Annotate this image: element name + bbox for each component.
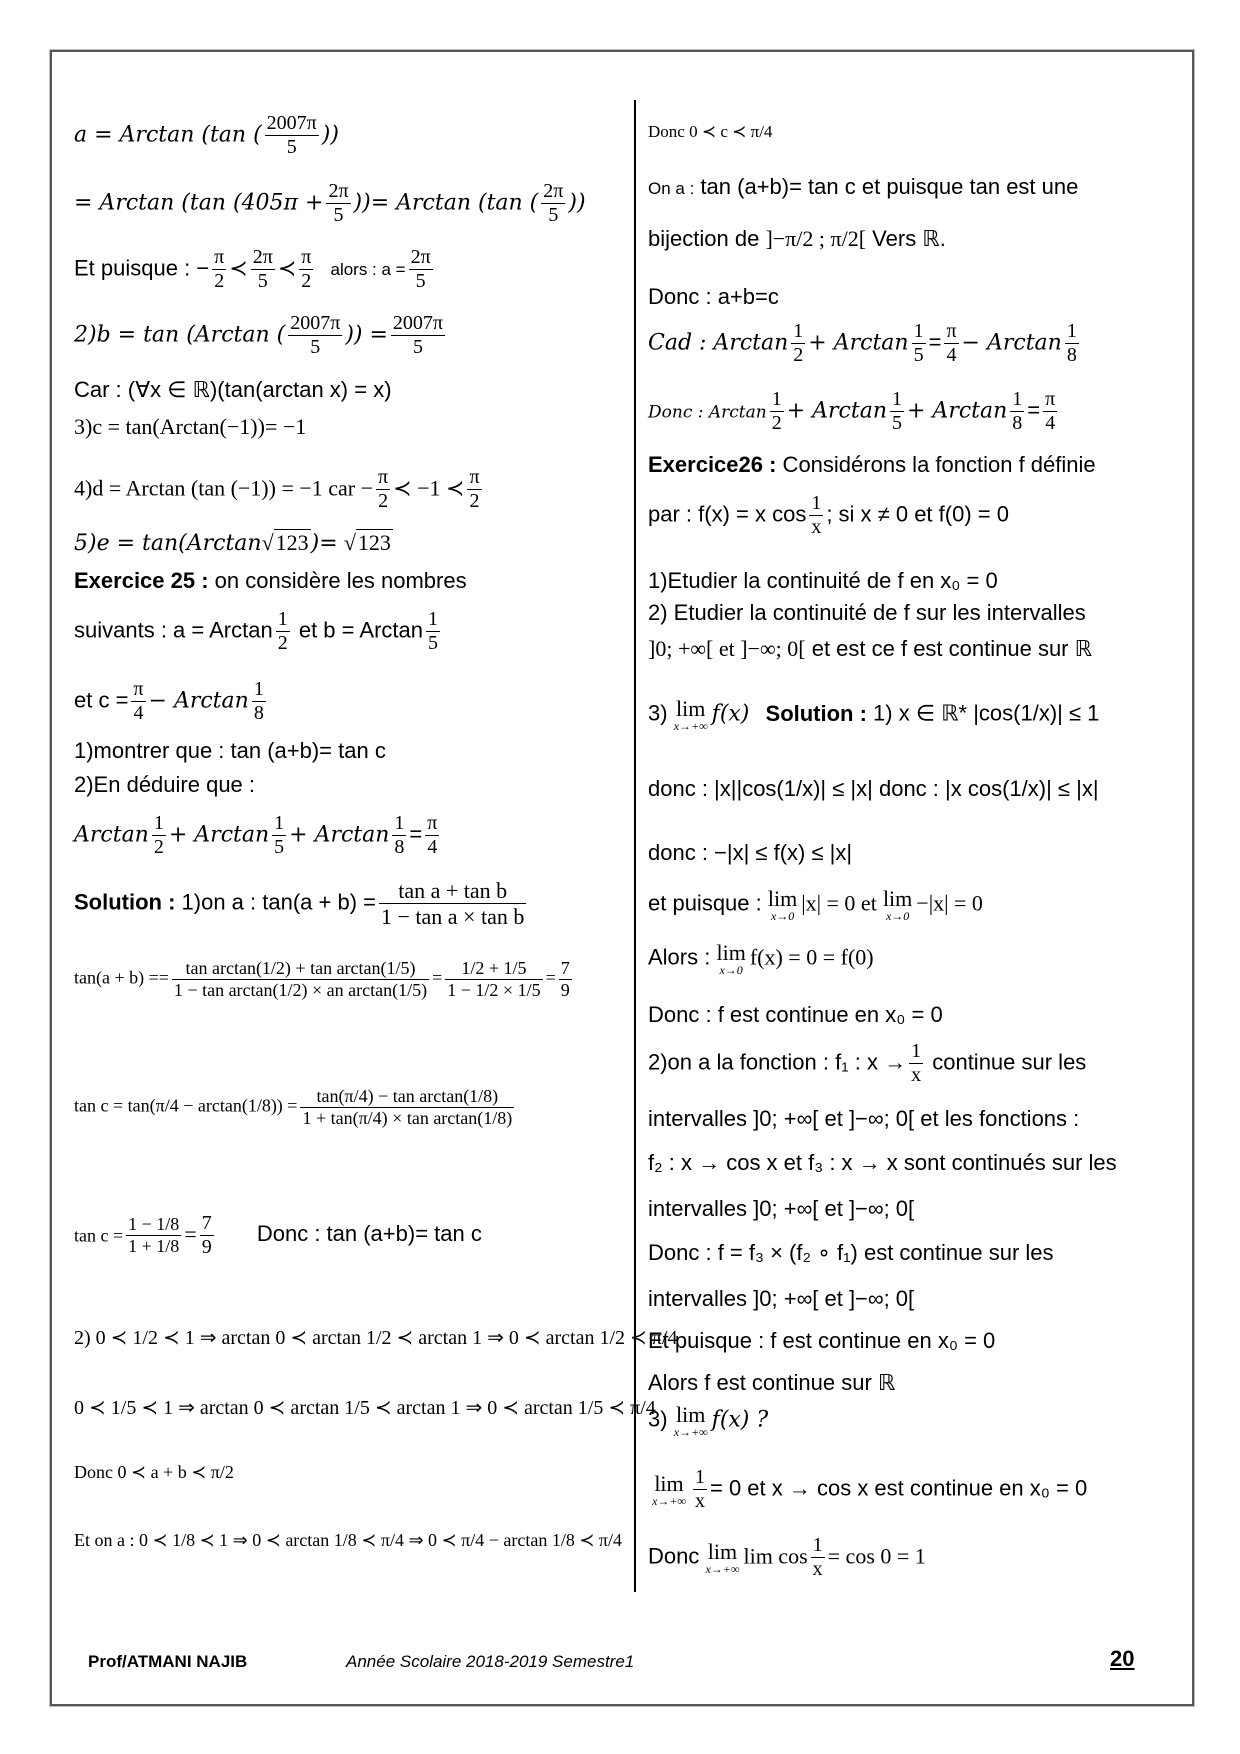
frac-num: 7 bbox=[201, 1212, 212, 1234]
frac-num: π bbox=[301, 246, 312, 268]
right-line-28 bbox=[648, 1534, 926, 1581]
frac-den: 4 bbox=[427, 836, 438, 858]
frac-den: x bbox=[812, 1558, 823, 1580]
part2-line-3: Donc 0 ≺ a + b ≺ π/2 bbox=[74, 1462, 234, 1482]
right-line-13: donc : |x||cos(1/x)| ≤ |x| donc : |x cos(1/x)| ≤ |x| bbox=[648, 776, 1099, 801]
right-line-26 bbox=[648, 1402, 768, 1440]
plus-arctan-3: + Arctan bbox=[907, 398, 1008, 424]
lim-zero-2 bbox=[883, 886, 912, 924]
frac-pi-4-b bbox=[425, 812, 439, 859]
plus-arctan: + Arctan bbox=[808, 330, 909, 356]
eq-e: 5)e = tan(Arctan bbox=[74, 531, 262, 556]
frac-num: 1 bbox=[694, 1466, 705, 1488]
lim-sub: x→+∞ bbox=[705, 1562, 740, 1576]
frac-num: 1 bbox=[394, 812, 405, 834]
frac-num: π bbox=[214, 246, 225, 268]
eq-a-start: a = Arctan (tan ( bbox=[74, 122, 262, 148]
frac-pi-2-b bbox=[299, 246, 313, 293]
left-line-6: 3)c = tan(Arctan(−1))= −1 bbox=[74, 414, 307, 439]
frac-2pi-5-d bbox=[409, 246, 433, 293]
frac-1-8-c bbox=[1065, 320, 1079, 367]
frac-num: tan a + tan b bbox=[379, 878, 526, 904]
frac-den: x bbox=[811, 516, 822, 538]
right-line-10: 2) Etudier la continuité de f sur les intervalles bbox=[648, 600, 1086, 625]
frac-num: 1 bbox=[793, 320, 804, 342]
lim-sub: x→0 bbox=[770, 909, 795, 924]
frac-1-x-b bbox=[909, 1040, 923, 1087]
lim-infinity bbox=[674, 696, 708, 734]
interval-pi: ]−π/2 ; π/2[ bbox=[765, 226, 867, 251]
frac-1-x-c bbox=[693, 1466, 707, 1513]
right-line-25: Alors f est continue sur ℝ bbox=[648, 1370, 896, 1395]
text-donc-final: Donc bbox=[648, 1543, 700, 1569]
eq-line2-b: ))= Arctan (tan ( bbox=[353, 190, 539, 216]
frac-1-5-d bbox=[890, 388, 904, 435]
frac-den: 2 bbox=[301, 270, 312, 292]
frac-num: 2π bbox=[410, 246, 431, 268]
eq-b-start: 2)b = tan (Arctan ( bbox=[74, 322, 286, 348]
right-line-21: intervalles ]0; +∞[ et ]−∞; 0[ bbox=[648, 1196, 915, 1221]
exercise-26-heading bbox=[648, 452, 1096, 478]
right-line-8 bbox=[648, 492, 1009, 539]
frac-num: 1 bbox=[277, 608, 288, 630]
lim-text: lim bbox=[676, 1402, 706, 1427]
left-line-14 bbox=[74, 812, 442, 859]
solution-title: Solution : bbox=[74, 889, 176, 915]
eq-e-eq: )= bbox=[310, 531, 338, 556]
exercise-25-title: Exercice 25 : bbox=[74, 568, 209, 593]
frac-num: 1 bbox=[892, 388, 902, 410]
left-line-2 bbox=[74, 180, 586, 227]
right-line-6 bbox=[648, 388, 1060, 435]
fx: f(x) bbox=[711, 701, 750, 727]
frac-1-x bbox=[809, 492, 823, 539]
text-continue: continue sur les bbox=[926, 1049, 1087, 1075]
frac-num: π bbox=[378, 466, 389, 488]
lim-text: lim bbox=[676, 696, 706, 721]
right-line-15 bbox=[648, 886, 983, 924]
right-line-11 bbox=[648, 636, 1092, 662]
frac-tan-sum bbox=[379, 878, 526, 930]
q3-label-2: 3) bbox=[648, 1406, 668, 1432]
frac-tan-arctan bbox=[172, 958, 429, 1000]
eq-d: 4)d = Arctan (tan (−1)) = −1 car − bbox=[74, 475, 374, 501]
equals: = bbox=[432, 967, 443, 988]
formula-lhs: tan c = bbox=[74, 1225, 124, 1246]
frac-den: 4 bbox=[1045, 412, 1056, 434]
part2-line-2: 0 ≺ 1/5 ≺ 1 ⇒ arctan 0 ≺ arctan 1/5 ≺ arctan 1 ⇒ 0 ≺ arctan 1/5 ≺ π/4 bbox=[74, 1397, 656, 1419]
frac-1-2-b bbox=[152, 812, 166, 859]
footer-author: Prof/ATMANI NAJIB bbox=[88, 1652, 248, 1671]
fx-definition: par : f(x) = x cos bbox=[648, 501, 807, 527]
frac-num: tan arctan(1/2) + tan arctan(1/5) bbox=[172, 958, 429, 980]
frac-den: 9 bbox=[560, 979, 570, 1000]
lim-sub: x→+∞ bbox=[673, 719, 708, 734]
f1-def: 2)on a la fonction : f₁ : x → bbox=[648, 1049, 907, 1075]
prec-symbol-2: ≺ bbox=[277, 255, 297, 281]
prec-symbol: ≺ bbox=[229, 255, 248, 281]
right-line-9: 1)Etudier la continuité de f en x₀ = 0 bbox=[648, 568, 998, 593]
frac-num: 7 bbox=[560, 958, 570, 978]
plus-arctan-2: + Arctan bbox=[786, 398, 887, 424]
lim-sub: x→0 bbox=[719, 963, 743, 978]
right-line-22: Donc : f = f₃ × (f₂ ∘ f₁) est continue sur les bbox=[648, 1240, 1054, 1265]
text-minus-arctan: − Arctan bbox=[148, 688, 249, 714]
lim-infinity-2 bbox=[674, 1402, 708, 1440]
right-line-5 bbox=[648, 320, 1082, 367]
frac-1-2-c bbox=[791, 320, 805, 367]
right-line-23: intervalles ]0; +∞[ et ]−∞; 0[ bbox=[648, 1286, 915, 1311]
column-divider bbox=[634, 100, 636, 1592]
frac-1-8-b bbox=[392, 812, 406, 859]
frac-num: π bbox=[469, 466, 480, 488]
text-et-puisque: Et puisque : − bbox=[74, 255, 210, 281]
frac-1-2 bbox=[276, 608, 290, 655]
formula-lhs: tan c = tan(π/4 − arctan(1/8)) = bbox=[74, 1095, 298, 1116]
part2-line-4: Et on a : 0 ≺ 1/8 ≺ 1 ⇒ 0 ≺ arctan 1/8 ≺ π/4 ⇒ 0 ≺ π/4 − arctan 1/8 ≺ π/4 bbox=[74, 1530, 622, 1550]
frac-num: 1 bbox=[1066, 320, 1077, 342]
eq-a-end: )) bbox=[321, 122, 339, 148]
right-line-20: f₂ : x → cos x et f₃ : x → x sont continués sur les bbox=[648, 1150, 1117, 1175]
frac-num: 2007π bbox=[266, 112, 317, 134]
frac-1-8-d bbox=[1010, 388, 1024, 435]
frac-den: 8 bbox=[394, 836, 405, 858]
lim-fx: f(x) = 0 = f(0) bbox=[749, 944, 874, 970]
lim-zero bbox=[768, 886, 797, 924]
left-line-4 bbox=[74, 312, 448, 359]
frac-num: π bbox=[427, 812, 438, 834]
frac-tan-c bbox=[300, 1086, 514, 1128]
left-line-5: Car : (∀x ∈ ℝ)(tan(arctan x) = x) bbox=[74, 377, 392, 402]
frac-num: 1 bbox=[1012, 388, 1023, 410]
frac-pi-2 bbox=[212, 246, 226, 293]
part2-line-1: 2) 0 ≺ 1/2 ≺ 1 ⇒ arctan 0 ≺ arctan 1/2 ≺ arctan 1 ⇒ 0 ≺ arctan 1/2 ≺ π/4 bbox=[74, 1327, 678, 1349]
frac-7-9 bbox=[559, 958, 572, 1000]
exercise-25-heading bbox=[74, 568, 467, 594]
lim-text: lim bbox=[767, 886, 798, 911]
arctan-1: Arctan bbox=[74, 822, 149, 848]
text-vers-r: Vers ℝ. bbox=[866, 226, 946, 251]
frac-num: 1 bbox=[911, 1040, 922, 1062]
frac-den: 8 bbox=[1012, 412, 1023, 434]
frac-1-8 bbox=[252, 678, 266, 725]
frac-1-2-d bbox=[770, 388, 784, 435]
frac-den: 1 + 1/8 bbox=[128, 1236, 180, 1256]
frac-den: 5 bbox=[913, 344, 924, 366]
text-continue-2: = 0 et x → cos x est continue en x₀ = 0 bbox=[709, 1475, 1088, 1501]
left-line-3 bbox=[74, 246, 436, 293]
frac-den: 2 bbox=[277, 632, 288, 654]
frac-7-9-b bbox=[200, 1212, 214, 1259]
lim-abs-x: |x| = 0 et bbox=[801, 890, 877, 916]
frac-1-5 bbox=[426, 608, 440, 655]
frac-num: 1 bbox=[771, 388, 782, 410]
right-line-16 bbox=[648, 940, 874, 978]
frac-num: 2π bbox=[328, 180, 349, 202]
donc-arctan: Donc : Arctan bbox=[648, 402, 767, 423]
right-line-4: Donc : a+b=c bbox=[648, 284, 779, 309]
lim-cos: lim cos bbox=[743, 1543, 808, 1569]
text-on-a: On a : bbox=[648, 179, 695, 198]
arctan-3: + Arctan bbox=[289, 822, 390, 848]
frac-den: 2 bbox=[771, 412, 782, 434]
frac-den: 1 + tan(π/4) × tan arctan(1/8) bbox=[302, 1107, 513, 1128]
lim-infinity-4 bbox=[705, 1539, 739, 1577]
lim-zero-3 bbox=[716, 940, 745, 978]
lim-sub: x→+∞ bbox=[673, 1425, 708, 1440]
frac-den: 2 bbox=[469, 490, 480, 512]
frac-den: 1 − tan a × tan b bbox=[381, 904, 525, 930]
text-tan-bijection: tan (a+b)= tan c et puisque tan est une bbox=[694, 174, 1079, 199]
equals-2: = bbox=[1027, 397, 1041, 423]
formula-tan-c-value: tan c = $\frac{1 - 1/8}{1 + 1/8}$ = $\frac{7}{9}$ Donc : tan (a+b)= tan c bbox=[74, 1212, 482, 1258]
frac-den: 5 bbox=[286, 136, 297, 158]
frac-tan-c-value bbox=[126, 1214, 181, 1256]
frac-num: 1/2 + 1/5 bbox=[445, 958, 542, 980]
right-line-2 bbox=[648, 174, 1078, 200]
frac-simplified bbox=[445, 958, 542, 1000]
q3-label: 3) bbox=[648, 700, 668, 726]
solution-text-2: 1) x ∈ ℝ* |cos(1/x)| ≤ 1 bbox=[866, 700, 1100, 726]
sqrt-123: 123 bbox=[275, 530, 309, 555]
lim-cos-result: = cos 0 = 1 bbox=[827, 1543, 926, 1569]
frac-num: 1 bbox=[153, 812, 164, 834]
frac-num: 2007π bbox=[392, 312, 444, 334]
frac-num: π bbox=[946, 320, 957, 342]
frac-pi-2-d bbox=[467, 466, 481, 513]
frac-num: 1 bbox=[811, 492, 822, 514]
footer-year: Année Scolaire 2018-2019 Semestre1 bbox=[346, 1652, 635, 1671]
frac-num: tan(π/4) − tan arctan(1/8) bbox=[300, 1086, 514, 1108]
left-line-1 bbox=[74, 112, 339, 159]
solution-text: 1)on a : tan(a + b) = bbox=[175, 889, 376, 915]
exercise-26-title: Exercice26 : bbox=[648, 452, 777, 477]
formula-tan-c bbox=[74, 1086, 517, 1128]
frac-den: 1 − 1/2 × 1/5 bbox=[447, 979, 541, 1000]
lim-text: lim bbox=[716, 940, 746, 965]
frac-den: x bbox=[911, 1064, 922, 1086]
question-1: 1)montrer que : tan (a+b)= tan c bbox=[74, 738, 386, 763]
text-et-puisque-2: et puisque : bbox=[648, 890, 762, 916]
intervals-2: intervalles ]0; +∞[ et ]−∞; 0[ bbox=[648, 1106, 915, 1131]
frac-den: 5 bbox=[427, 632, 438, 654]
frac-num: 2π bbox=[252, 246, 273, 268]
frac-den: 4 bbox=[133, 702, 144, 724]
conclusion-1: Donc : tan (a+b)= tan c bbox=[256, 1221, 482, 1247]
frac-num: 1 bbox=[913, 320, 924, 342]
frac-den: x bbox=[694, 1490, 705, 1512]
frac-1-5-c bbox=[912, 320, 926, 367]
arctan-2: + Arctan bbox=[168, 822, 270, 848]
equals-2: = bbox=[545, 967, 556, 988]
frac-den: 5 bbox=[892, 412, 902, 434]
frac-2pi-5-b bbox=[541, 180, 565, 227]
frac-den: 2 bbox=[153, 836, 164, 858]
frac-den: 5 bbox=[548, 204, 559, 226]
lim-neg-abs-x: −|x| = 0 bbox=[916, 890, 983, 916]
frac-pi-4-c bbox=[944, 320, 958, 367]
frac-2007pi-5 bbox=[265, 112, 319, 159]
right-line-24: Et puisque : f est continue en x₀ = 0 bbox=[648, 1328, 996, 1353]
frac-den: 8 bbox=[253, 702, 264, 724]
frac-den: 5 bbox=[274, 836, 285, 858]
lim-sub: x→0 bbox=[885, 909, 910, 924]
frac-den: 9 bbox=[201, 1236, 212, 1258]
frac-num: 1 bbox=[427, 608, 438, 630]
fx-question: f(x) ? bbox=[711, 1407, 769, 1433]
left-line-8: 5)e = tan(Arctan√123)= √123 bbox=[74, 530, 391, 556]
frac-pi-4 bbox=[131, 678, 145, 725]
lim-text: lim bbox=[882, 886, 913, 911]
frac-num: 1 bbox=[812, 1534, 823, 1556]
text-et-c: et c = bbox=[74, 687, 129, 713]
lim-text: lim bbox=[707, 1538, 738, 1564]
frac-pi-4-d bbox=[1043, 388, 1057, 435]
right-line-14: donc : −|x| ≤ f(x) ≤ |x| bbox=[648, 840, 853, 865]
frac-1-x-d bbox=[811, 1534, 825, 1581]
frac-den: 8 bbox=[1066, 344, 1077, 366]
frac-num: 1 bbox=[253, 678, 264, 700]
formula-tan-a-b bbox=[74, 958, 575, 1000]
lim-sub: x→+∞ bbox=[652, 1494, 686, 1508]
minus-arctan: − Arctan bbox=[961, 330, 1062, 356]
text-et-b: et b = Arctan bbox=[292, 617, 423, 643]
frac-1-5-b bbox=[272, 812, 286, 859]
equals: = bbox=[928, 329, 942, 355]
right-line-27 bbox=[652, 1466, 1087, 1513]
frac-den: 5 bbox=[415, 270, 426, 292]
right-line-12 bbox=[648, 696, 1099, 734]
page-number: 20 bbox=[1110, 1646, 1135, 1671]
frac-den: 5 bbox=[333, 204, 344, 226]
fx-condition: ; si x ≠ 0 et f(0) = 0 bbox=[826, 501, 1009, 527]
frac-2007pi-5-b bbox=[288, 312, 342, 359]
frac-2pi-5 bbox=[326, 180, 350, 227]
right-line-17: Donc : f est continue en x₀ = 0 bbox=[648, 1002, 943, 1027]
frac-pi-2-c bbox=[376, 466, 390, 513]
exercise-26-text: Considérons la fonction f définie bbox=[776, 452, 1096, 477]
eq-line2-a: = Arctan (tan (405π + bbox=[74, 190, 324, 216]
cad-arctan: Cad : Arctan bbox=[648, 330, 789, 356]
right-line-18 bbox=[648, 1040, 1086, 1087]
formula-lhs: tan(a + b) == bbox=[74, 967, 169, 988]
question-continuity: et est ce f est continue sur ℝ bbox=[805, 636, 1093, 661]
frac-den: 2 bbox=[214, 270, 225, 292]
frac-den: 5 bbox=[257, 270, 268, 292]
left-line-10 bbox=[74, 608, 443, 655]
eq-b-mid: )) = bbox=[345, 322, 388, 348]
frac-den: 1 − tan arctan(1/2) × an arctan(1/5) bbox=[173, 979, 428, 1000]
left-line-7 bbox=[74, 466, 485, 513]
frac-num: π bbox=[1045, 388, 1056, 410]
frac-den: 4 bbox=[946, 344, 957, 366]
lim-text: lim bbox=[654, 1470, 684, 1496]
solution-title-2: Solution : bbox=[765, 700, 867, 726]
frac-den: 2 bbox=[793, 344, 804, 366]
frac-num: 2007π bbox=[290, 312, 341, 334]
right-line-3 bbox=[648, 226, 946, 252]
frac-den: 2 bbox=[378, 490, 389, 512]
right-line-19 bbox=[648, 1106, 1079, 1132]
text-alors-2: Alors : bbox=[648, 944, 711, 970]
sqrt-123-b: 123 bbox=[357, 530, 391, 555]
solution-heading bbox=[74, 878, 529, 930]
text-alors: alors : a = bbox=[330, 260, 406, 280]
frac-num: 2π bbox=[543, 180, 564, 202]
eq-d-mid: ≺ −1 ≺ bbox=[393, 475, 465, 501]
frac-num: π bbox=[133, 678, 144, 700]
right-line-1: Donc 0 ≺ c ≺ π/4 bbox=[648, 122, 773, 141]
text-bijection: bijection de bbox=[648, 226, 760, 251]
equals: = bbox=[409, 821, 423, 847]
eq-line2-c: )) bbox=[568, 190, 586, 216]
left-line-11 bbox=[74, 678, 269, 725]
exercise-25-text: on considère les nombres bbox=[208, 568, 467, 593]
frac-2pi-5-c bbox=[251, 246, 275, 293]
question-2: 2)En déduire que : bbox=[74, 772, 256, 797]
frac-den: 5 bbox=[412, 336, 423, 358]
text-suivants: suivants : a = Arctan bbox=[74, 617, 273, 643]
frac-num: 1 bbox=[274, 812, 285, 834]
frac-2007pi-5-c bbox=[391, 312, 445, 359]
lim-infinity-3 bbox=[652, 1471, 686, 1509]
frac-den: 5 bbox=[310, 336, 321, 358]
frac-num: 1 − 1/8 bbox=[128, 1214, 180, 1235]
intervals: ]0; +∞[ et ]−∞; 0[ bbox=[648, 636, 806, 661]
text-et-fonctions: et les fonctions : bbox=[914, 1106, 1080, 1131]
